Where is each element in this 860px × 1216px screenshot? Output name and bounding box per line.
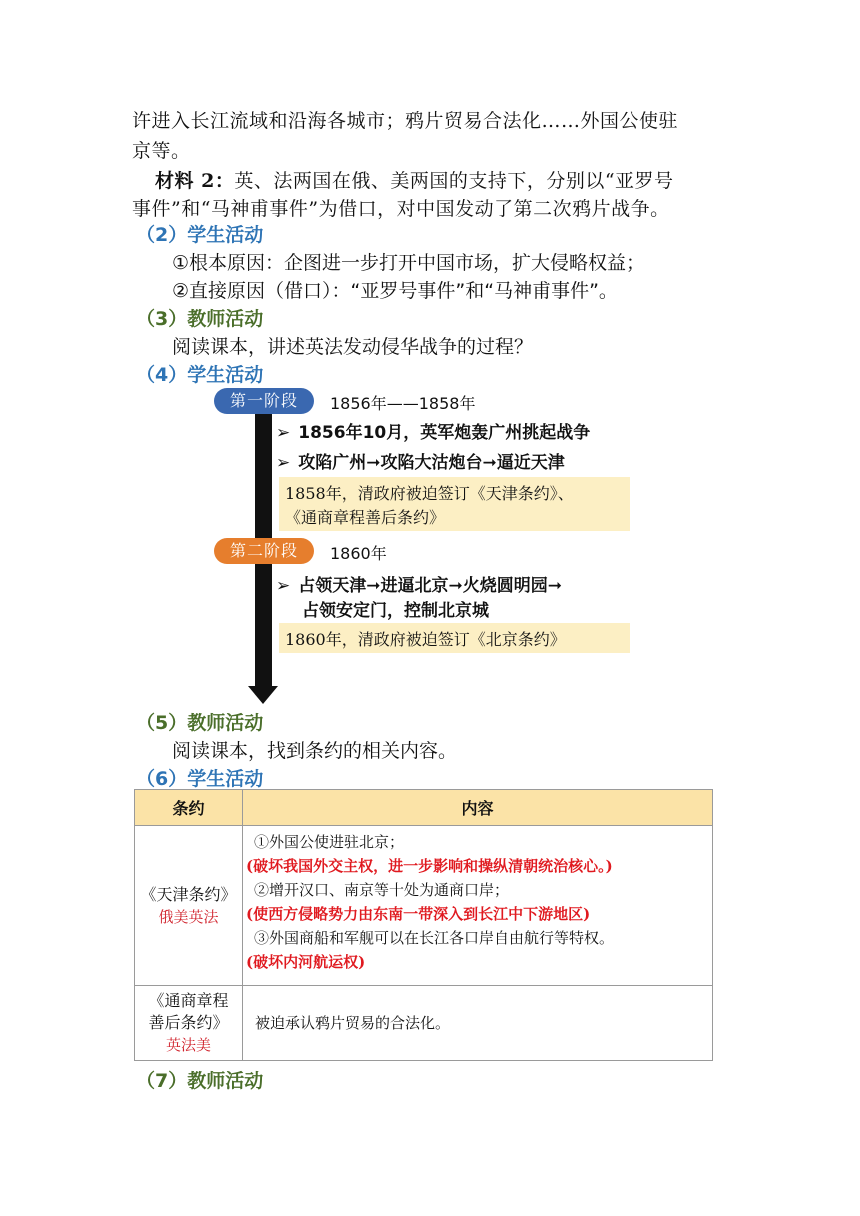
stage-1-item-2 — [276, 448, 565, 473]
section-4-heading: （4）学生活动 — [136, 364, 264, 386]
material2-line-1 — [155, 166, 674, 193]
content-item-1: ①外国公使进驻北京； — [254, 833, 405, 851]
intro-line-2: 京等。 — [132, 140, 191, 162]
treaty-table — [134, 789, 713, 1061]
stage-2-item-1-cont: 占领安定门，控制北京城 — [302, 601, 489, 621]
treaty-name-cell — [135, 826, 243, 986]
section-5-heading: （5）教师活动 — [136, 712, 264, 734]
content-item-3: ③外国商船和军舰可以在长江各口岸自由航行等特权。 — [254, 929, 615, 947]
bullet-icon: ➢ — [276, 453, 291, 473]
stage-1-item-2-text: 攻陷广州➞攻陷大沽炮台➞逼近天津 — [298, 453, 565, 473]
stage-2-treaty-box — [279, 623, 630, 653]
stage-1-treaty-box — [279, 477, 630, 531]
header-treaty: 条约 — [135, 790, 243, 826]
treaty-content-cell — [243, 986, 713, 1061]
stage-2-item-1-text: 占领天津➞进逼北京➞火烧圆明园➞ — [298, 576, 562, 596]
section-5-text: 阅读课本，找到条约的相关内容。 — [172, 740, 458, 762]
stage-2-item-1 — [276, 571, 562, 596]
material2-line-2: 事件”和“马神甫事件”为借口，对中国发动了第二次鸦片战争。 — [132, 198, 670, 220]
material2-label: 材料 2： — [155, 170, 235, 192]
bullet-icon: ➢ — [276, 576, 291, 596]
treaty-content-cell — [243, 826, 713, 986]
content-item-2: ②增开汉口、南京等十处为通商口岸； — [254, 881, 510, 899]
section-3-text: 阅读课本，讲述英法发动侵华战争的过程？ — [172, 336, 534, 358]
treaty-name-cell — [135, 986, 243, 1061]
header-content: 内容 — [243, 790, 713, 826]
stage-2-treaty-line-1: 1860年，清政府被迫签订《北京条约》 — [285, 630, 566, 649]
root-cause-text: ①根本原因：企图进一步打开中国市场，扩大侵略权益； — [172, 252, 646, 274]
intro-line-1: 许进入长江流域和沿海各城市；鸦片贸易合法化……外国公使驻 — [132, 110, 679, 132]
table-row — [135, 826, 713, 986]
stage-1-date: 1856年——1858年 — [330, 394, 476, 413]
table-row — [135, 986, 713, 1061]
content-note-3: (破坏内河航运权) — [246, 953, 366, 971]
stage-1-item-1-text: 1856年10月，英军炮轰广州挑起战争 — [298, 423, 591, 443]
treaty-parties: 俄美英法 — [158, 907, 219, 926]
content-note-2: (使西方侵略势力由东南一带深入到长江中下游地区) — [246, 905, 591, 923]
timeline-arrow-icon — [248, 686, 278, 704]
stage-1-label: 第一阶段 — [214, 388, 314, 414]
bullet-icon: ➢ — [276, 423, 291, 443]
stage-2-label: 第二阶段 — [214, 538, 314, 564]
stage-1-treaty-line-1: 1858年，清政府被迫签订《天津条约》、 — [285, 484, 574, 503]
table-header-row — [135, 790, 713, 826]
treaty-name-line-2: 善后条约》 — [148, 1013, 229, 1032]
direct-cause-text: ②直接原因（借口）：“亚罗号事件”和“马神甫事件”。 — [172, 280, 618, 302]
content-item: 被迫承认鸦片贸易的合法化。 — [255, 1014, 451, 1032]
treaty-name: 《天津条约》 — [140, 884, 237, 904]
material2-text-1: 英、法两国在俄、美两国的支持下，分别以“亚罗号 — [234, 170, 674, 192]
stage-1-item-1 — [276, 418, 590, 443]
section-3-heading: （3）教师活动 — [136, 308, 264, 330]
section-2-heading: （2）学生活动 — [136, 224, 264, 246]
section-7-heading: （7）教师活动 — [136, 1070, 264, 1092]
section-6-heading: （6）学生活动 — [136, 768, 264, 790]
treaty-parties: 英法美 — [165, 1036, 211, 1054]
stage-1-treaty-line-2: 《通商章程善后条约》 — [285, 508, 446, 527]
content-note-1: (破坏我国外交主权，进一步影响和操纵清朝统治核心。) — [246, 857, 613, 875]
stage-2-date: 1860年 — [330, 544, 387, 563]
treaty-name-line-1: 《通商章程 — [148, 991, 229, 1010]
